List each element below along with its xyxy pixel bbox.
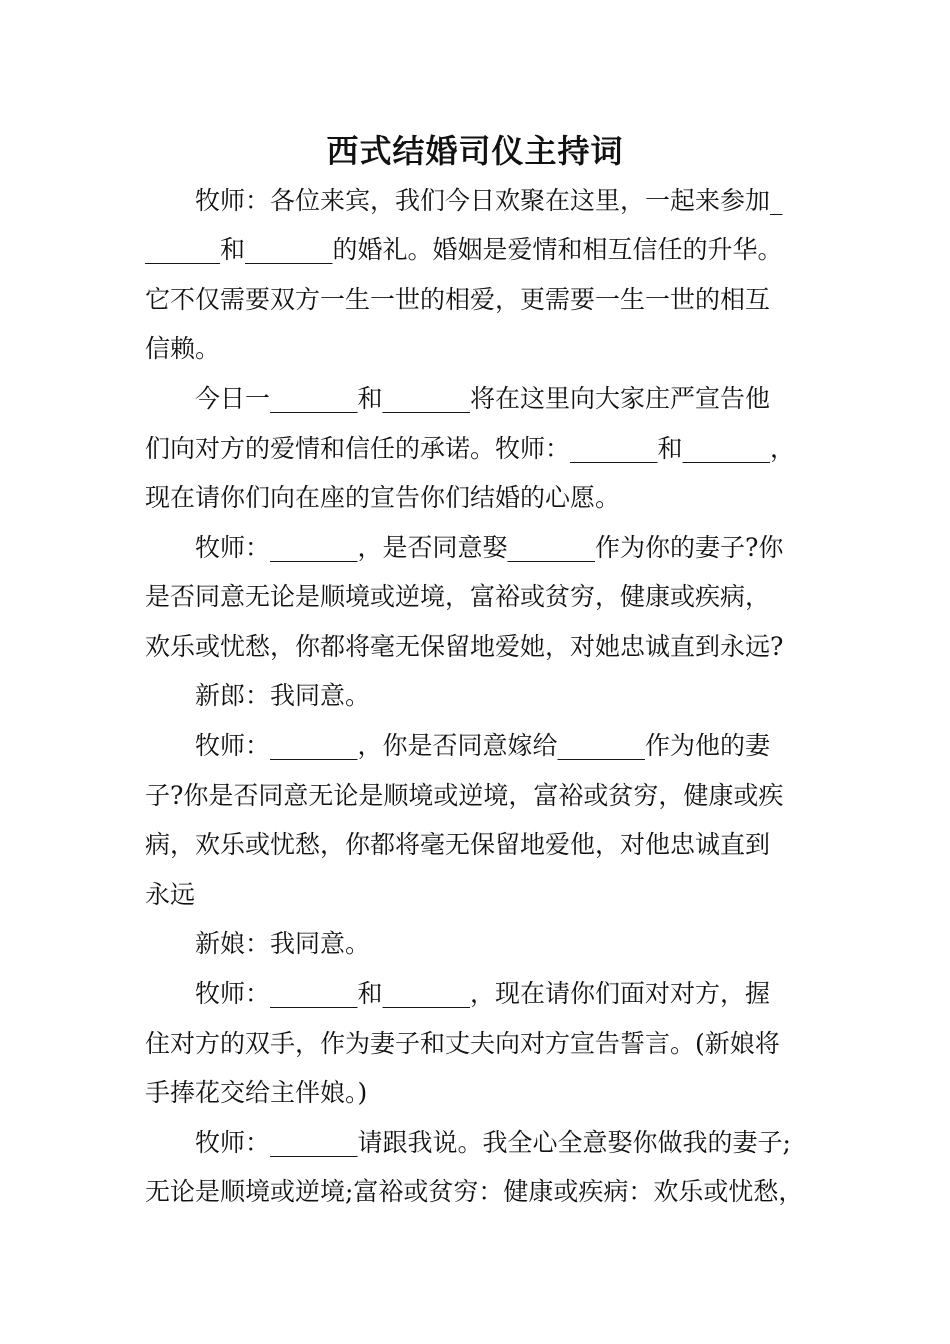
text-line: 新娘：我同意。 — [145, 929, 371, 958]
text-line: 手捧花交给主伴娘。) — [145, 1078, 368, 1107]
text-line: 是否同意无论是顺境或逆境，富裕或贫穷，健康或疾病， — [145, 582, 771, 611]
text-line: 今日一_______和_______将在这里向大家庄严宣告他 — [145, 384, 771, 413]
text-line: 牧师：_______请跟我说。我全心全意娶你做我的妻子; — [145, 1128, 791, 1157]
text-line: 欢乐或忧愁，你都将毫无保留地爱她，对她忠诚直到永远? — [145, 632, 784, 661]
text-line: 永远 — [145, 880, 196, 909]
text-line: 牧师：_______，你是否同意嫁给_______作为他的妻 — [145, 731, 771, 760]
text-line: 子?你是否同意无论是顺境或逆境，富裕或贫穷，健康或疾 — [145, 781, 784, 810]
text-line: 新郎：我同意。 — [145, 681, 371, 710]
document-title: 西式结婚司仪主持词 — [326, 132, 624, 170]
text-line: 住对方的双手，作为妻子和丈夫向对方宣告誓言。(新娘将 — [145, 1029, 780, 1058]
text-line: ______和_______的婚礼。婚姻是爱情和相互信任的升华。 — [145, 235, 783, 264]
text-line: 它不仅需要双方一生一世的相爱，更需要一生一世的相互 — [145, 285, 771, 314]
text-line: 牧师：_______，是否同意娶_______作为你的妻子?你 — [145, 533, 784, 562]
text-line: 现在请你们向在座的宣告你们结婚的心愿。 — [145, 483, 621, 512]
text-line: 牧师：各位来宾，我们今日欢聚在这里，一起来参加_ — [145, 186, 783, 215]
text-line: 无论是顺境或逆境;富裕或贫穷：健康或疾病：欢乐或忧愁， — [145, 1177, 804, 1206]
text-line: 们向对方的爱情和信任的承诺。牧师：_______和_______， — [145, 434, 796, 463]
text-line: 牧师：_______和_______，现在请你们面对对方，握 — [145, 979, 771, 1008]
text-line: 信赖。 — [145, 334, 221, 363]
text-line: 病，欢乐或忧愁，你都将毫无保留地爱他，对他忠诚直到 — [145, 830, 771, 859]
